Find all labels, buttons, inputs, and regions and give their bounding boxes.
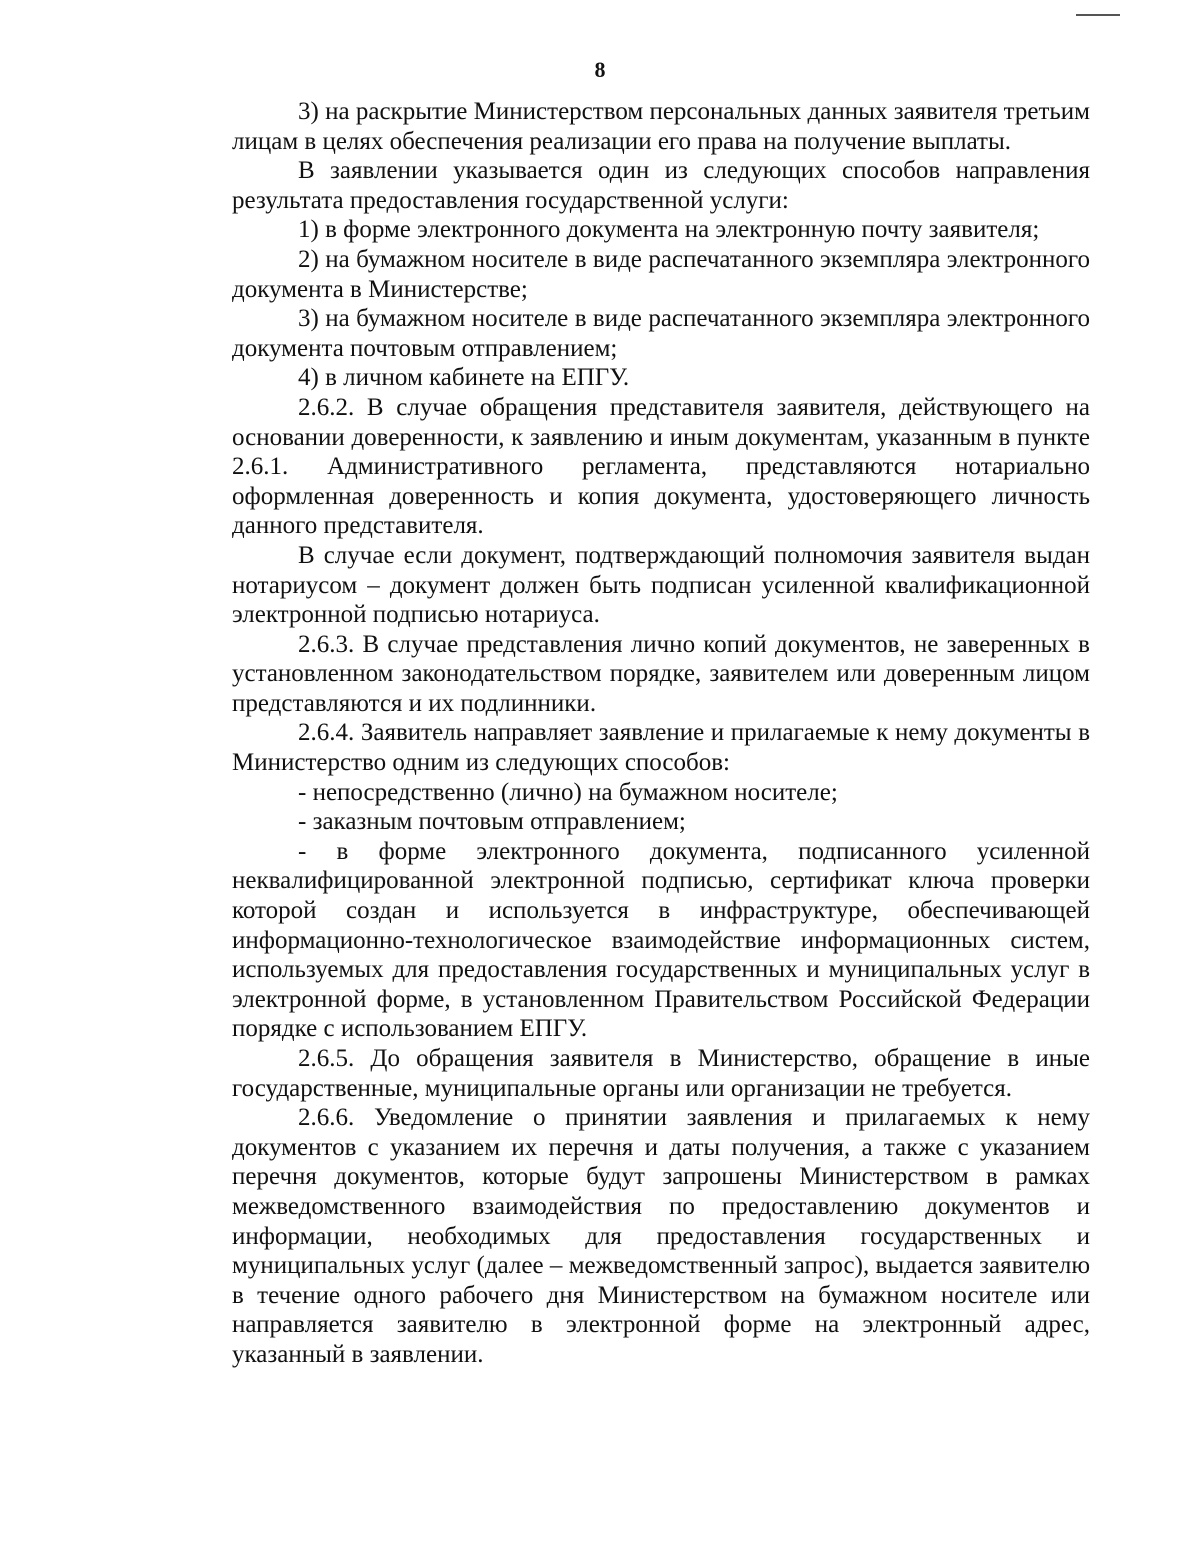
paragraph-2-6-6: 2.6.6. Уведомление о принятии заявления и прилагаемых к нему документов с указанием их перечня и даты получения, а также с указанием перечня документов, которые будут запрошены Министерством в рамках межведомственного взаимодействия по предоставлению документов и информации, необходимых для предоставления государственных и муниципальных услуг (далее – межведомственный запрос), выдается заявителю в течение одного рабочего дня Министерством на бумажном носителе или направляется заявителю в электронной форме на электронный адрес, указанный в заявлении. xyxy=(232,1104,1090,1368)
scan-mark xyxy=(1076,14,1120,16)
paragraph-2-6-5: 2.6.5. До обращения заявителя в Министерство, обращение в иные государственные, муниципальные органы или организации не требуется. xyxy=(232,1045,1090,1102)
paragraph-2-6-3: 2.6.3. В случае представления лично копий документов, не заверенных в установленном законодательством порядке, заявителем или доверенным лицом представляются и их подлинники. xyxy=(232,630,1090,717)
paragraph-submission-electronic: - в форме электронного документа, подписанного усиленной неквалифицированной электронной подписью, сертификат ключа проверки которой создан и используется в инфраструктуре, обеспечивающей информационно-технологическое взаимодействие информационных систем, используемых для предоставления государственных и муниципальных услуг в электронной форме, в установленном Правительством Российской Федерации порядке с использованием ЕПГУ. xyxy=(232,837,1090,1043)
paragraph-notary-signature: В случае если документ, подтверждающий полномочия заявителя выдан нотариусом – документ должен быть подписан усиленной квалификационной электронной подписью нотариуса. xyxy=(232,541,1090,629)
paragraph-2-6-2: 2.6.2. В случае обращения представителя заявителя, действующего на основании доверенности, к заявлению и иным документам, указанным в пункте 2.6.1. Административного регламента, представляются нотариально оформленная доверенность и копия документа, удостоверяющего личность данного представителя. xyxy=(232,393,1090,540)
paragraph-2-6-4: 2.6.4. Заявитель направляет заявление и прилагаемые к нему документы в Министерство одним из следующих способов: xyxy=(232,719,1090,777)
paragraph-result-method-3: 3) на бумажном носителе в виде распечатанного экземпляра электронного документа почтовым отправлением; xyxy=(232,305,1090,362)
page-number: 8 xyxy=(594,57,606,82)
paragraph-result-method-4: 4) в личном кабинете на ЕПГУ. xyxy=(298,364,630,392)
paragraph-consent-item-3: 3) на раскрытие Министерством персональных данных заявителя третьим лицам в целях обеспечения реализации его права на получение выплаты. xyxy=(232,98,1090,155)
paragraph-submission-in-person: - непосредственно (лично) на бумажном носителе; xyxy=(298,778,838,806)
paragraph-submission-registered-mail: - заказным почтовым отправлением; xyxy=(298,808,686,836)
paragraph-result-methods-intro: В заявлении указывается один из следующих способов направления результата предоставления государственной услуги: xyxy=(232,157,1090,214)
document-body xyxy=(232,97,1090,1370)
paragraph-result-method-1: 1) в форме электронного документа на электронную почту заявителя; xyxy=(298,216,1040,244)
paragraph-result-method-2: 2) на бумажном носителе в виде распечатанного экземпляра электронного документа в Министерстве; xyxy=(232,245,1090,303)
